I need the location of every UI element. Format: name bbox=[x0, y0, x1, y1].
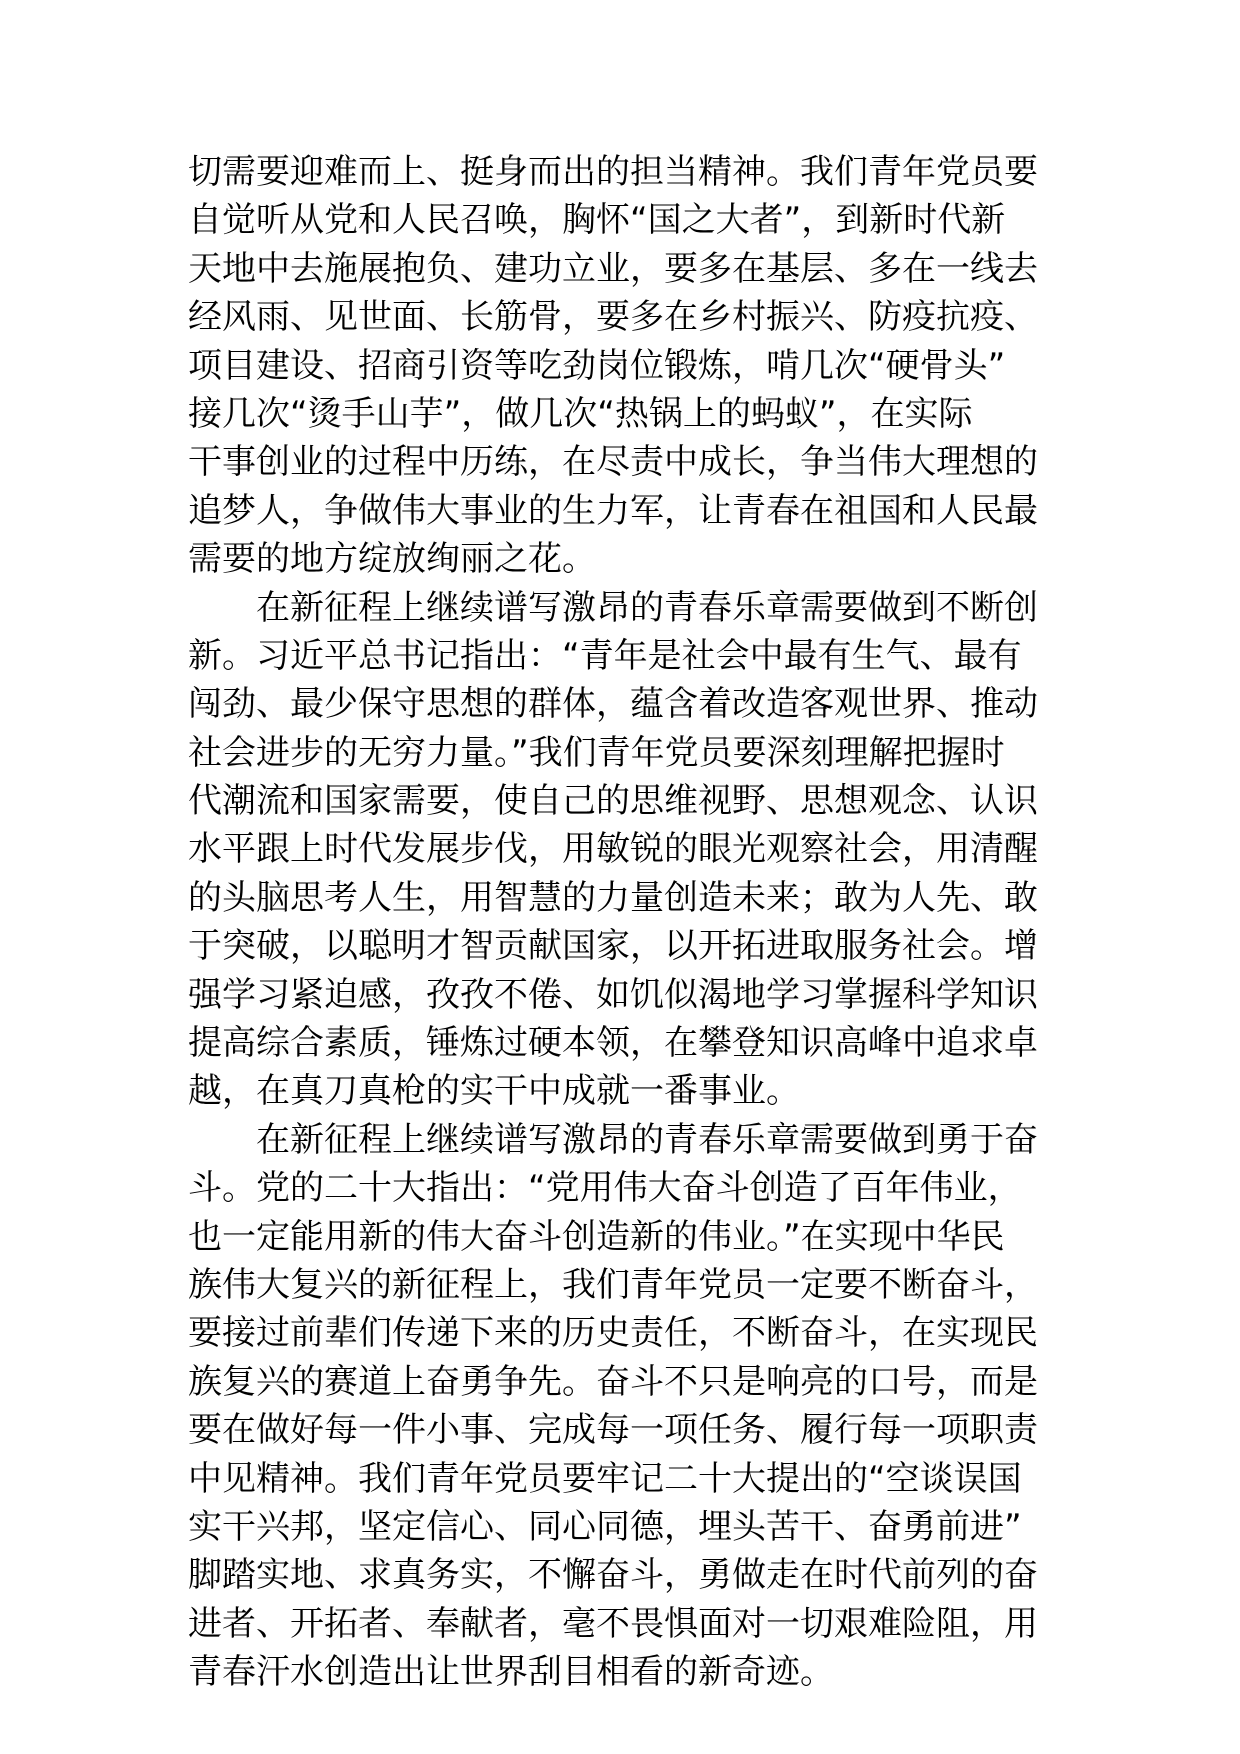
text-line: 于突破，以聪明才智贡献国家，以开拓进取服务社会。增 bbox=[188, 926, 1038, 967]
text-line: 自觉听从党和人民召唤，胸怀“国之大者”，到新时代新 bbox=[188, 200, 1006, 241]
text-line: 在新征程上继续谱写激昂的青春乐章需要做到勇于奋 bbox=[256, 1119, 1038, 1160]
text-line: 天地中去施展抱负、建功立业，要多在基层、多在一线去 bbox=[188, 248, 1038, 289]
paragraph-3 bbox=[188, 1116, 1068, 1697]
text-line: 强学习紧迫感，孜孜不倦、如饥似渴地学习掌握科学知识 bbox=[188, 974, 1038, 1015]
text-line: 水平跟上时代发展步伐，用敏锐的眼光观察社会，用清醒 bbox=[188, 829, 1038, 870]
text-line: 提高综合素质，锤炼过硬本领，在攀登知识高峰中追求卓 bbox=[188, 1023, 1038, 1064]
text-line: 要在做好每一件小事、完成每一项任务、履行每一项职责 bbox=[188, 1410, 1038, 1451]
text-line: 闯劲、最少保守思想的群体，蕴含着改造客观世界、推动 bbox=[188, 684, 1038, 725]
text-line: 进者、开拓者、奉献者，毫不畏惧面对一切艰难险阻，用 bbox=[188, 1603, 1038, 1644]
text-line: 追梦人，争做伟大事业的生力军，让青春在祖国和人民最 bbox=[188, 490, 1038, 531]
paragraph-1 bbox=[188, 148, 1068, 584]
text-line: 社会进步的无穷力量。”我们青年党员要深刻理解把握时 bbox=[188, 732, 1005, 773]
text-line: 脚踏实地、求真务实，不懈奋斗，勇做走在时代前列的奋 bbox=[188, 1555, 1038, 1596]
text-line: 项目建设、招商引资等吃劲岗位锻炼，啃几次“硬骨头” bbox=[188, 345, 1006, 386]
text-line: 接几次“烫手山芋”，做几次“热锅上的蚂蚁”，在实际 bbox=[188, 393, 973, 434]
text-line: 经风雨、见世面、长筋骨，要多在乡村振兴、防疫抗疫、 bbox=[188, 297, 1038, 338]
paragraph-2 bbox=[188, 584, 1068, 1116]
text-line: 要接过前辈们传递下来的历史责任，不断奋斗，在实现民 bbox=[188, 1313, 1038, 1354]
text-line: 青春汗水创造出让世界刮目相看的新奇迹。 bbox=[188, 1652, 834, 1693]
text-line: 实干兴邦，坚定信心、同心同德，埋头苦干、奋勇前进” bbox=[188, 1506, 1022, 1547]
text-line: 需要的地方绽放绚丽之花。 bbox=[188, 539, 596, 580]
text-line: 族伟大复兴的新征程上，我们青年党员一定要不断奋斗， bbox=[188, 1264, 1038, 1305]
text-line: 代潮流和国家需要，使自己的思维视野、思想观念、认识 bbox=[188, 781, 1038, 822]
text-line: 的头脑思考人生，用智慧的力量创造未来；敢为人先、敢 bbox=[188, 877, 1038, 918]
text-line: 越，在真刀真枪的实干中成就一番事业。 bbox=[188, 1071, 800, 1112]
text-line: 在新征程上继续谱写激昂的青春乐章需要做到不断创 bbox=[256, 587, 1038, 628]
text-line: 干事创业的过程中历练，在尽责中成长，争当伟大理想的 bbox=[188, 442, 1038, 483]
document-body bbox=[188, 148, 1068, 1697]
text-line: 中见精神。我们青年党员要牢记二十大提出的“空谈误国 bbox=[188, 1458, 1022, 1499]
text-line: 也一定能用新的伟大奋斗创造新的伟业。”在实现中华民 bbox=[188, 1216, 1005, 1257]
text-line: 族复兴的赛道上奋勇争先。奋斗不只是响亮的口号，而是 bbox=[188, 1361, 1038, 1402]
text-line: 斗。党的二十大指出：“党用伟大奋斗创造了百年伟业， bbox=[188, 1168, 1022, 1209]
text-line: 切需要迎难而上、挺身而出的担当精神。我们青年党员要 bbox=[188, 152, 1038, 192]
text-line: 新。习近平总书记指出：“青年是社会中最有生气、最有 bbox=[188, 635, 1022, 676]
